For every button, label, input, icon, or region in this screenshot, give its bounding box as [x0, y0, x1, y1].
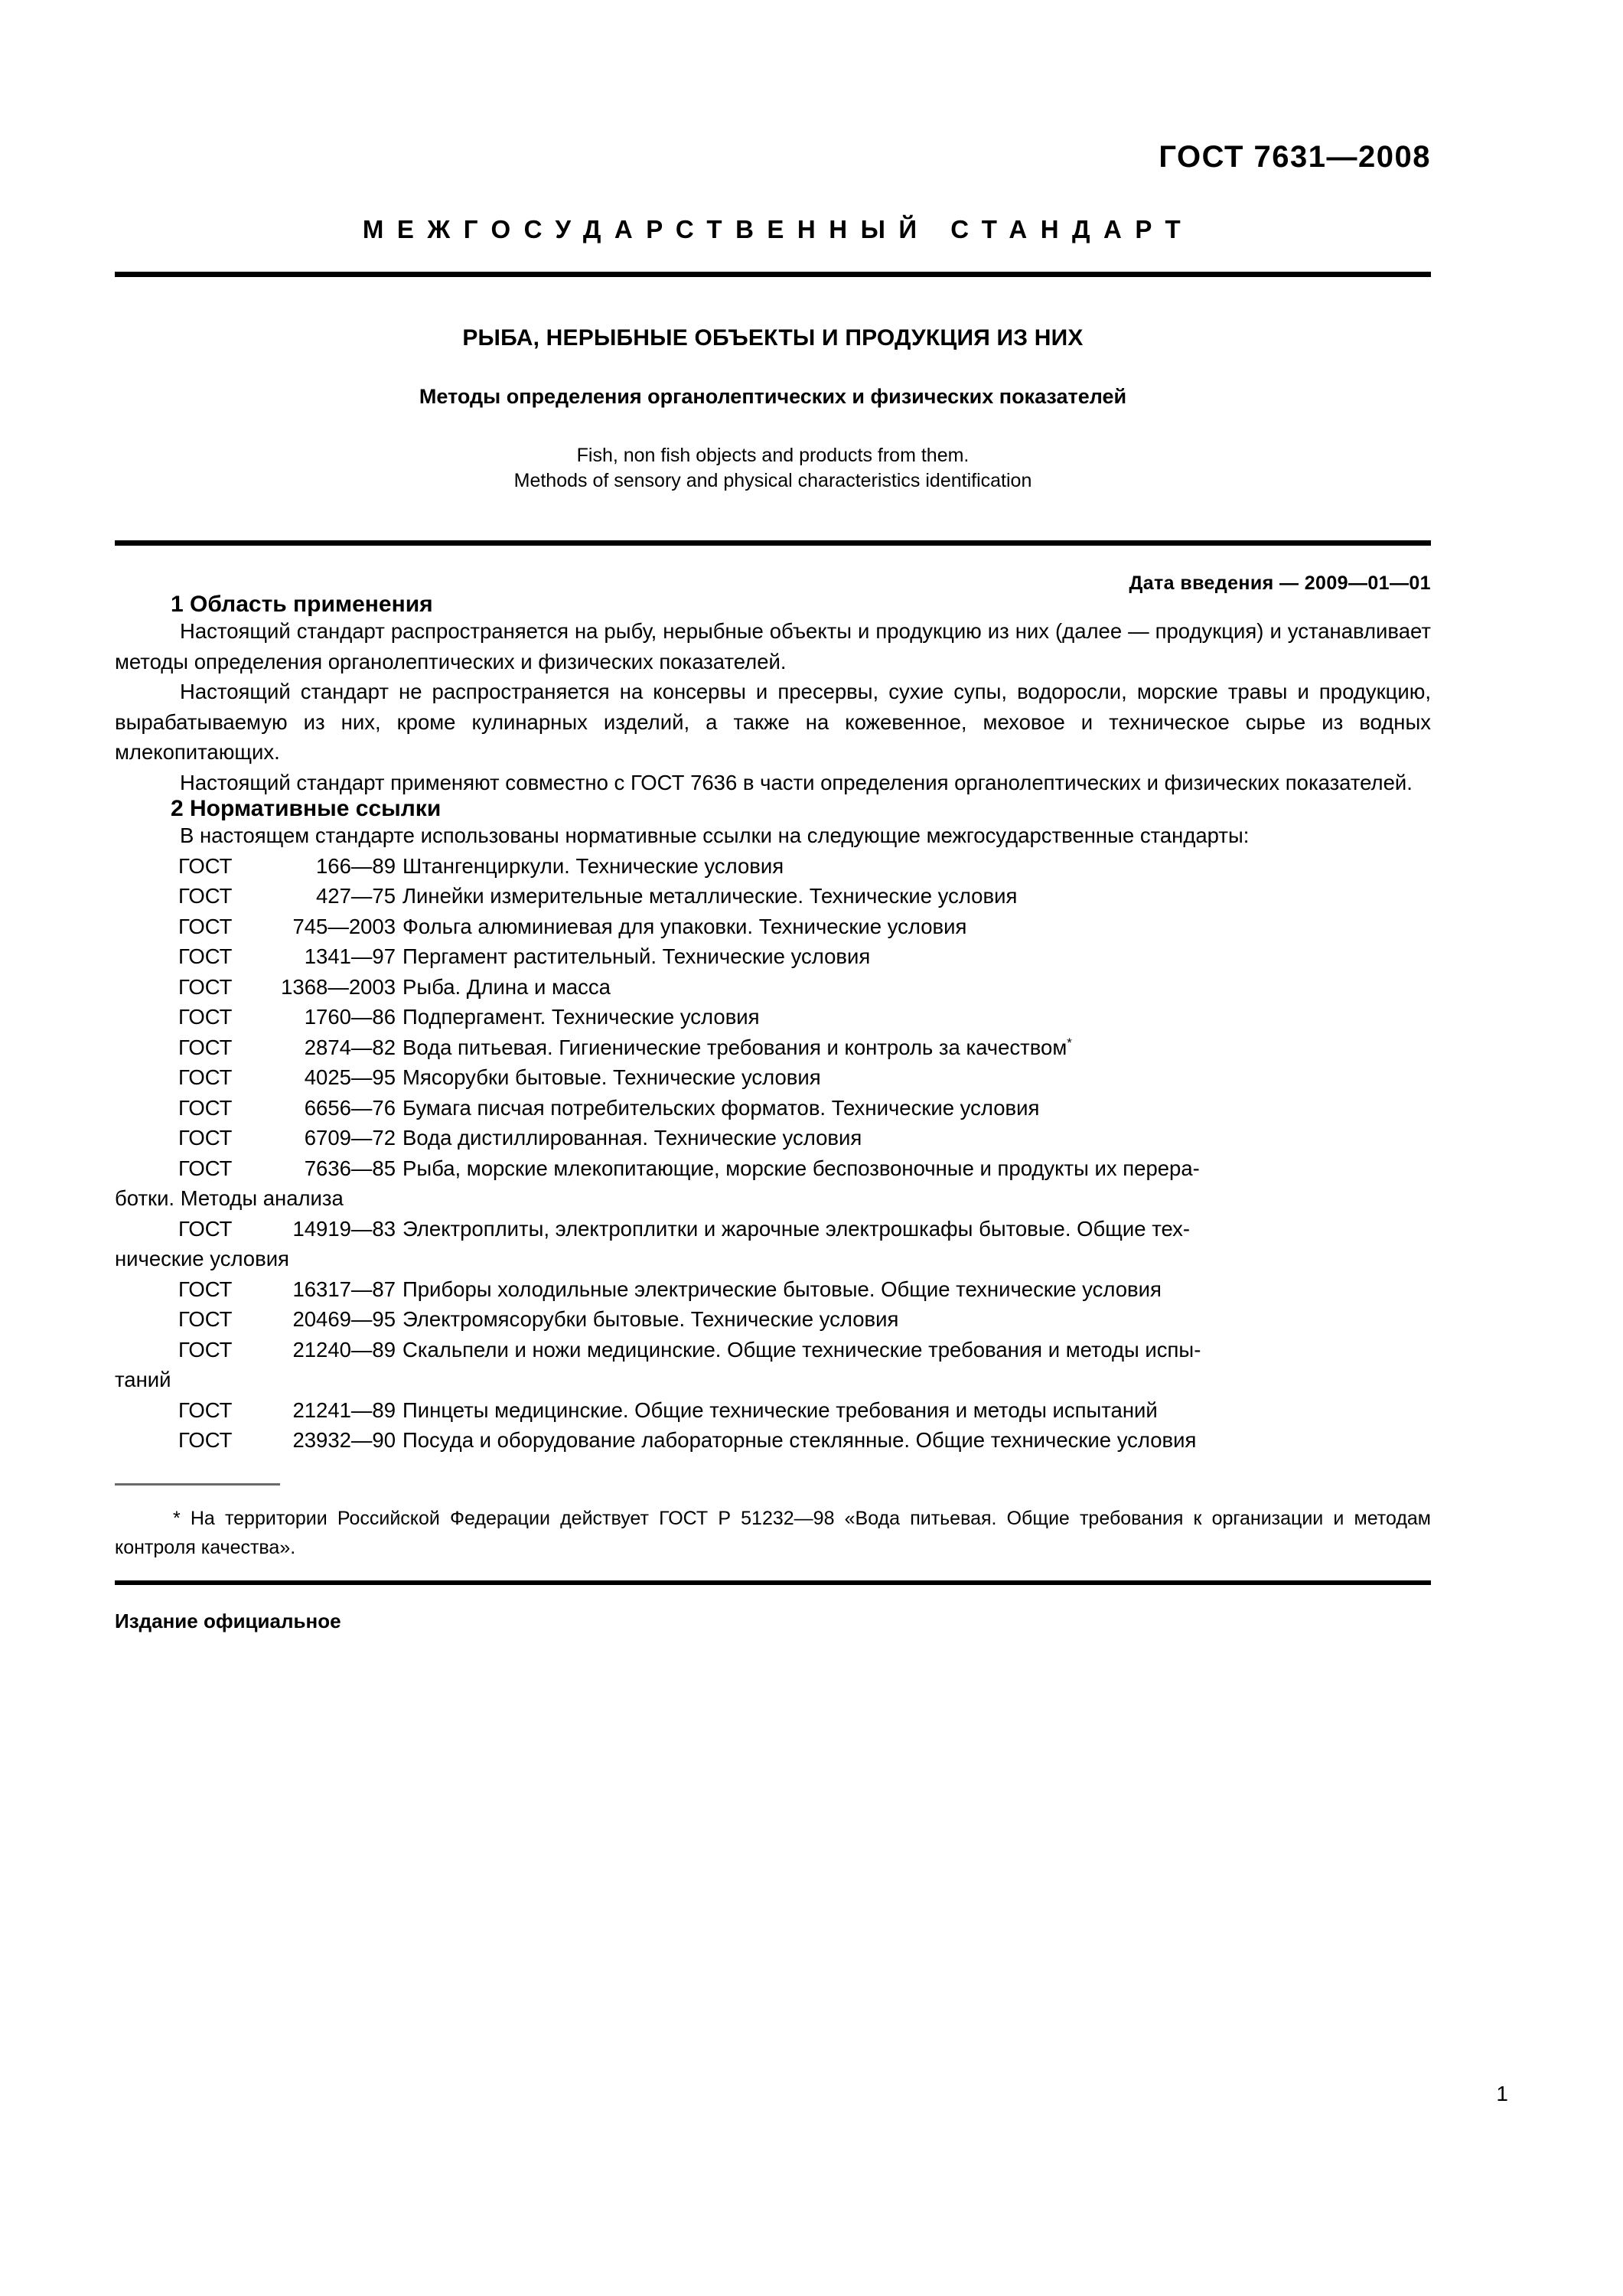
page-content — [115, 0, 1431, 1631]
standard-kind-heading: МЕЖГОСУДАРСТВЕННЫЙ СТАНДАРТ — [362, 215, 1194, 243]
reference-number: 1341—97 — [304, 944, 396, 968]
reference-title: Посуда и оборудование лабораторные стеклянные. Общие технические условия — [402, 1428, 1197, 1452]
reference-line — [115, 1395, 1431, 1426]
footer-rule — [115, 1580, 1431, 1585]
reference-item — [115, 1304, 1431, 1335]
reference-title: Фольга алюминиевая для упаковки. Технические условия — [402, 914, 967, 938]
reference-line — [115, 881, 1431, 912]
reference-label: ГОСТ — [178, 1428, 233, 1452]
footnote-text: * На территории Российской Федерации действует ГОСТ Р 51232—98 «Вода питьевая. Общие требования к организации и методам контроля качества». — [115, 1507, 1431, 1558]
header-rule — [115, 272, 1431, 277]
reference-item — [115, 941, 1431, 972]
reference-item — [115, 1032, 1431, 1063]
reference-line — [115, 1062, 1431, 1093]
reference-item — [115, 912, 1431, 942]
reference-number: 2874—82 — [304, 1035, 396, 1059]
reference-label: ГОСТ — [178, 884, 233, 908]
reference-label: ГОСТ — [178, 1307, 233, 1331]
section-1-heading: 1 Область применения — [171, 592, 433, 617]
reference-line — [115, 1304, 1431, 1335]
reference-item — [115, 1002, 1431, 1032]
reference-item — [115, 1062, 1431, 1093]
reference-label: ГОСТ — [178, 944, 233, 968]
reference-title: Пинцеты медицинские. Общие технические требования и методы испытаний — [402, 1397, 1158, 1422]
section-1-paragraph-3: Настоящий стандарт применяют совместно с ГОСТ 7636 в части определения органолептических и физических показателей. — [180, 770, 1413, 794]
reference-label: ГОСТ — [178, 914, 233, 938]
reference-line — [115, 1002, 1431, 1032]
reference-line — [115, 1425, 1431, 1456]
reference-item — [115, 1214, 1431, 1274]
reference-title: Бумага писчая потребительских форматов. Технические условия — [402, 1095, 1040, 1120]
reference-line — [115, 1032, 1431, 1063]
reference-line — [115, 1153, 1431, 1184]
document-title-main: РЫБА, НЕРЫБНЫЕ ОБЪЕКТЫ И ПРОДУКЦИЯ ИЗ НИХ — [462, 325, 1084, 351]
reference-item — [115, 881, 1431, 912]
section-2-intro: В настоящем стандарте использованы нормативные ссылки на следующие межгосударственные стандарты: — [180, 823, 1250, 847]
reference-number: 6656—76 — [304, 1095, 396, 1120]
reference-number: 6709—72 — [304, 1126, 396, 1150]
title-english-line-2: Methods of sensory and physical characteristics identification — [513, 469, 1032, 491]
reference-label: ГОСТ — [178, 1035, 233, 1059]
reference-line — [115, 912, 1431, 942]
reference-label: ГОСТ — [178, 1156, 233, 1180]
reference-number: 427—75 — [316, 884, 396, 908]
document-title-sub: Методы определения органолептических и физических показателей — [419, 385, 1127, 408]
reference-line — [115, 972, 1431, 1003]
reference-title: Электроплиты, электроплитки и жарочные электрошкафы бытовые. Общие тех- — [402, 1216, 1191, 1241]
reference-number: 21240—89 — [292, 1337, 396, 1362]
reference-number: 14919—83 — [292, 1216, 396, 1241]
reference-title: Вода дистиллированная. Технические условия — [402, 1126, 862, 1150]
reference-number: 1368—2003 — [281, 974, 396, 999]
reference-label: ГОСТ — [178, 1065, 233, 1089]
reference-label: ГОСТ — [178, 1277, 233, 1301]
reference-number: 20469—95 — [292, 1307, 396, 1331]
reference-title: Вода питьевая. Гигиенические требования и контроль за качеством* — [402, 1035, 1072, 1059]
title-rule — [115, 540, 1431, 546]
reference-title: Скальпели и ножи медицинские. Общие технические требования и методы испы- — [402, 1337, 1201, 1362]
edition-note: Издание официальное — [115, 1609, 341, 1632]
reference-item — [115, 1274, 1431, 1305]
reference-line — [115, 1274, 1431, 1305]
reference-item — [115, 1093, 1431, 1124]
reference-item — [115, 1425, 1431, 1456]
reference-number: 166—89 — [316, 853, 396, 878]
section-2-heading: 2 Нормативные ссылки — [171, 796, 442, 821]
reference-number: 745—2003 — [292, 914, 396, 938]
reference-title-continuation: таний — [115, 1368, 171, 1391]
footnote-separator — [115, 1483, 280, 1486]
reference-line — [115, 1123, 1431, 1153]
reference-label: ГОСТ — [178, 1126, 233, 1150]
date-of-introduction: Дата введения — 2009—01—01 — [1129, 572, 1431, 594]
reference-number: 4025—95 — [304, 1065, 396, 1089]
page-number: 1 — [1496, 2082, 1508, 2105]
reference-label: ГОСТ — [178, 1005, 233, 1029]
reference-line — [115, 1214, 1431, 1244]
reference-line — [115, 1093, 1431, 1124]
reference-title: Подпергамент. Технические условия — [402, 1005, 760, 1029]
reference-title: Приборы холодильные электрические бытовые. Общие технические условия — [402, 1277, 1162, 1301]
reference-item — [115, 1335, 1431, 1395]
title-english-line-1: Fish, non fish objects and products from them. — [576, 445, 970, 466]
reference-label: ГОСТ — [178, 1337, 233, 1362]
reference-number: 16317—87 — [292, 1277, 396, 1301]
reference-item — [115, 851, 1431, 882]
reference-title-continuation: ботки. Методы анализа — [115, 1186, 344, 1210]
document-title-english — [115, 443, 1431, 493]
reference-title: Пергамент растительный. Технические условия — [402, 944, 871, 968]
reference-title: Рыба. Длина и масса — [402, 974, 611, 999]
reference-title: Мясорубки бытовые. Технические условия — [402, 1065, 821, 1089]
reference-label: ГОСТ — [178, 1095, 233, 1120]
reference-title-continuation: нические условия — [115, 1247, 289, 1270]
reference-title: Линейки измерительные металлические. Технические условия — [402, 884, 1018, 908]
section-1-paragraph-2: Настоящий стандарт не распространяется на консервы и пресервы, сухие супы, водоросли, морские травы и продукцию, вырабатываемую из них, кроме кулинарных изделий, а также на кожевенное, меховое и техническое сырье из водных млекопитающих. — [115, 680, 1431, 764]
reference-label: ГОСТ — [178, 974, 233, 999]
reference-item — [115, 1395, 1431, 1426]
reference-item — [115, 1123, 1431, 1153]
reference-item — [115, 1153, 1431, 1214]
reference-number: 23932—90 — [292, 1428, 396, 1452]
reference-number: 21241—89 — [292, 1397, 396, 1422]
footnote-marker: * — [1067, 1035, 1072, 1050]
reference-line — [115, 941, 1431, 972]
reference-line — [115, 851, 1431, 882]
reference-number: 1760—86 — [304, 1005, 396, 1029]
reference-label: ГОСТ — [178, 1397, 233, 1422]
reference-title: Штангенциркули. Технические условия — [402, 853, 784, 878]
normative-references-list — [115, 851, 1431, 1456]
section-1-paragraph-1: Настоящий стандарт распространяется на рыбу, нерыбные объекты и продукцию из них (далее — продукция) и устанавливает методы определения органолептических и физических показателей. — [115, 619, 1431, 673]
reference-label: ГОСТ — [178, 853, 233, 878]
reference-title: Электромясорубки бытовые. Технические условия — [402, 1307, 899, 1331]
reference-title: Рыба, морские млекопитающие, морские беспозвоночные и продукты их перера- — [402, 1156, 1200, 1180]
reference-item — [115, 972, 1431, 1003]
gost-number-header: ГОСТ 7631—2008 — [1159, 140, 1431, 174]
reference-label: ГОСТ — [178, 1216, 233, 1241]
reference-number: 7636—85 — [304, 1156, 396, 1180]
reference-line — [115, 1335, 1431, 1365]
